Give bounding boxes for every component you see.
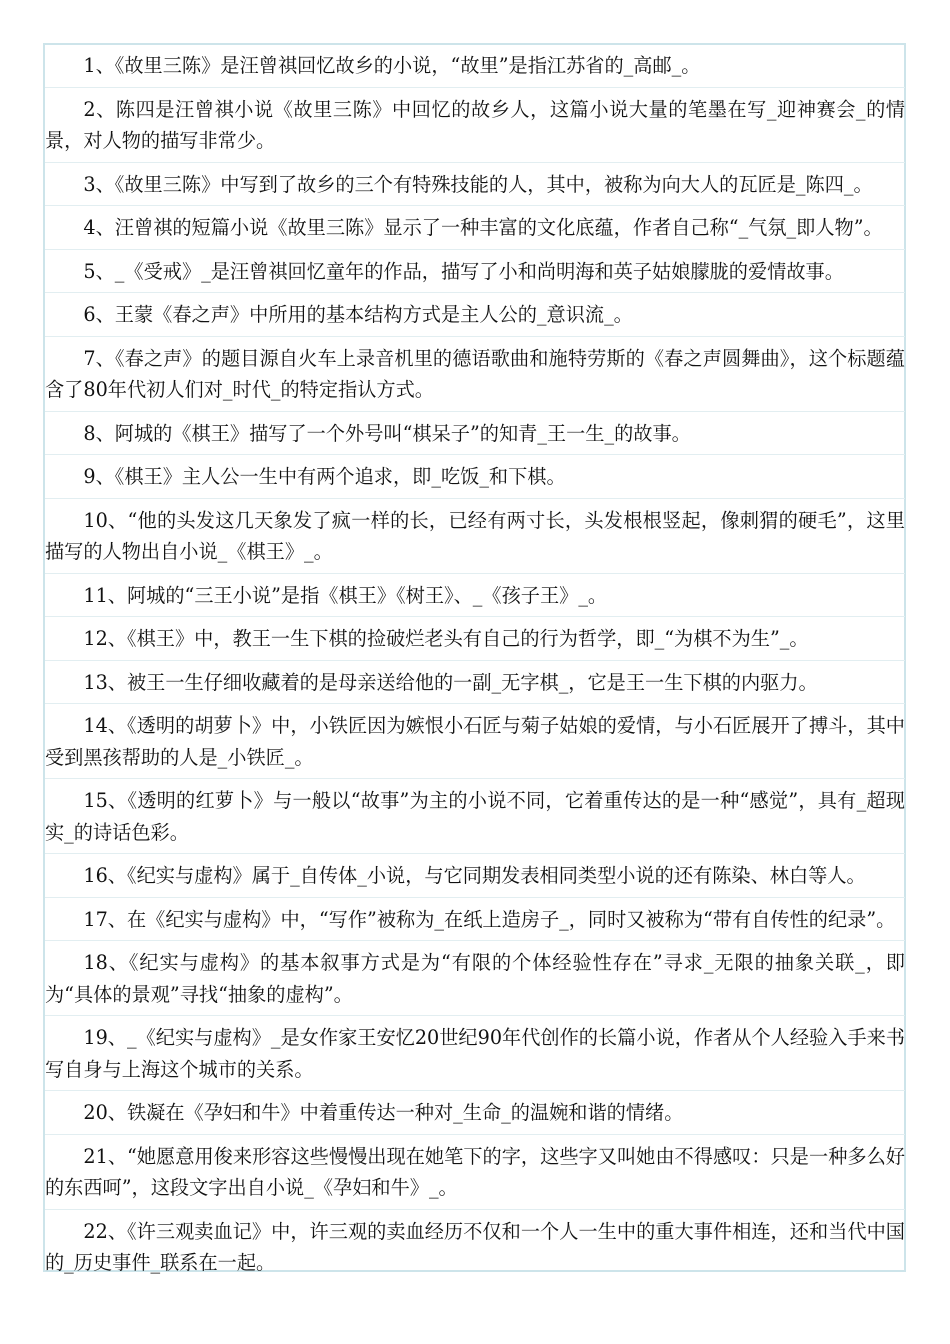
question-15: 15、《透明的红萝卜》与一般以“故事”为主的小说不同，它着重传达的是一种“感觉”，具有_超现实_的诗话色彩。 — [45, 779, 905, 854]
question-6: 6、王蒙《春之声》中所用的基本结构方式是主人公的_意识流_。 — [45, 293, 905, 337]
question-4: 4、汪曾祺的短篇小说《故里三陈》显示了一种丰富的文化底蕴，作者自己称“_气氛_即人物”。 — [45, 206, 905, 250]
question-14: 14、《透明的胡萝卜》中，小铁匠因为嫉恨小石匠与菊子姑娘的爱情，与小石匠展开了搏斗，其中受到黑孩帮助的人是_小铁匠_。 — [45, 704, 905, 779]
question-16: 16、《纪实与虚构》属于_自传体_小说，与它同期发表相同类型小说的还有陈染、林白等人。 — [45, 854, 905, 898]
question-20: 20、铁凝在《孕妇和牛》中着重传达一种对_生命_的温婉和谐的情绪。 — [45, 1091, 905, 1135]
question-19: 19、_《纪实与虚构》_是女作家王安忆20世纪90年代创作的长篇小说，作者从个人经验入手来书写自身与上海这个城市的关系。 — [45, 1016, 905, 1091]
question-2: 2、陈四是汪曾祺小说《故里三陈》中回忆的故乡人，这篇小说大量的笔墨在写_迎神赛会_的情景，对人物的描写非常少。 — [45, 88, 905, 163]
question-12: 12、《棋王》中，教王一生下棋的捡破烂老头有自己的行为哲学，即_“为棋不为生”_。 — [45, 617, 905, 661]
question-5: 5、_《受戒》_是汪曾祺回忆童年的作品，描写了小和尚明海和英子姑娘朦胧的爱情故事。 — [45, 250, 905, 294]
question-1: 1、《故里三陈》是汪曾祺回忆故乡的小说，“故里”是指江苏省的_高邮_。 — [45, 44, 905, 88]
question-18: 18、《纪实与虚构》的基本叙事方式是为“有限的个体经验性存在”寻求_无限的抽象关联_，即为“具体的景观”寻找“抽象的虚构”。 — [45, 941, 905, 1016]
question-11: 11、阿城的“三王小说”是指《棋王》《树王》、_《孩子王》_。 — [45, 574, 905, 618]
question-10: 10、“他的头发这几天象发了疯一样的长，已经有两寸长，头发根根竖起，像刺猬的硬毛”，这里描写的人物出自小说_《棋王》_。 — [45, 499, 905, 574]
question-3: 3、《故里三陈》中写到了故乡的三个有特殊技能的人，其中，被称为向大人的瓦匠是_陈四_。 — [45, 163, 905, 207]
question-21: 21、“她愿意用俊来形容这些慢慢出现在她笔下的字，这些字又叫她由不得感叹：只是一种多么好的东西呵”，这段文字出自小说_《孕妇和牛》_。 — [45, 1135, 905, 1210]
question-list — [45, 44, 905, 1284]
question-9: 9、《棋王》主人公一生中有两个追求，即_吃饭_和下棋。 — [45, 455, 905, 499]
question-8: 8、阿城的《棋王》描写了一个外号叫“棋呆子”的知青_王一生_的故事。 — [45, 412, 905, 456]
question-13: 13、被王一生仔细收藏着的是母亲送给他的一副_无字棋_，它是王一生下棋的内驱力。 — [45, 661, 905, 705]
question-7: 7、《春之声》的题目源自火车上录音机里的德语歌曲和施特劳斯的《春之声圆舞曲》，这个标题蕴含了80年代初人们对_时代_的特定指认方式。 — [45, 337, 905, 412]
question-22: 22、《许三观卖血记》中，许三观的卖血经历不仅和一个人一生中的重大事件相连，还和当代中国的_历史事件_联系在一起。 — [45, 1219, 905, 1274]
question-17: 17、在《纪实与虚构》中，“写作”被称为_在纸上造房子_，同时又被称为“带有自传性的纪录”。 — [45, 898, 905, 942]
